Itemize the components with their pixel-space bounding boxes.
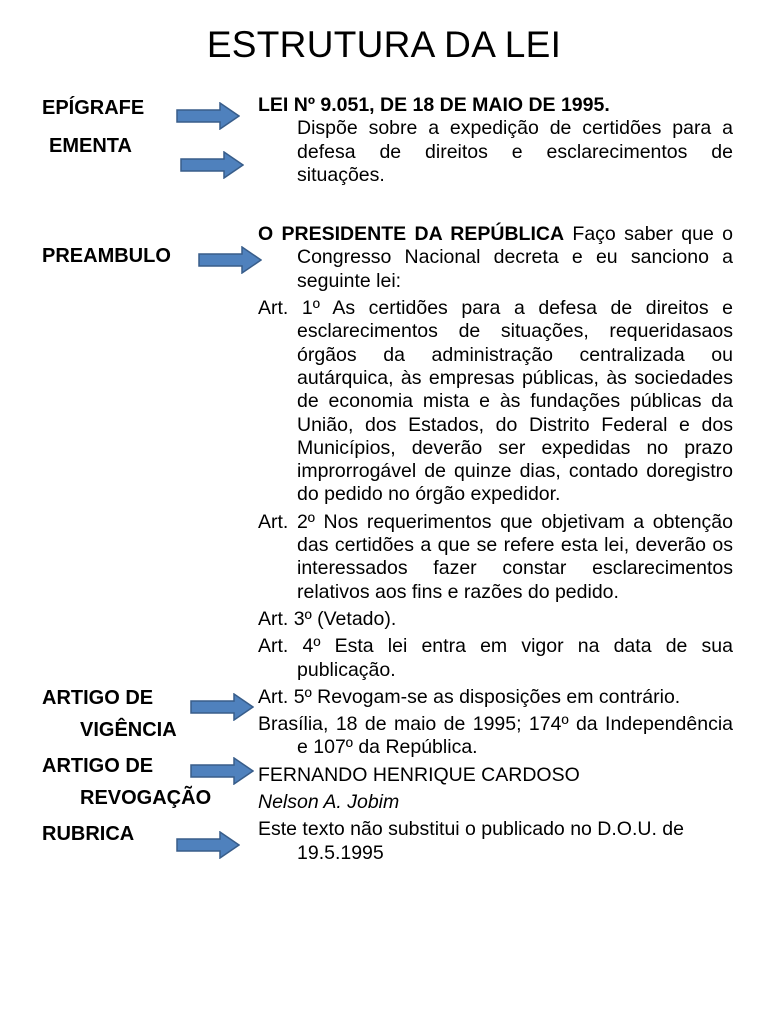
label-preambulo: PREAMBULO bbox=[42, 245, 171, 267]
label-artigo-vigencia-line2: VIGÊNCIA bbox=[80, 719, 177, 741]
right-arrow-icon bbox=[198, 246, 262, 274]
right-arrow-icon bbox=[190, 693, 254, 721]
label-ementa: EMENTA bbox=[49, 135, 132, 157]
preamble-rest: Faço saber que o Congresso Nacional decreta e eu sanciono a seguinte lei: bbox=[297, 223, 733, 292]
law-cosigner: Nelson A. Jobim bbox=[258, 791, 400, 814]
law-text bbox=[258, 94, 733, 865]
label-epigrafe: EPÍGRAFE bbox=[42, 97, 145, 119]
preamble-bold: O PRESIDENTE DA REPÚBLICA bbox=[258, 223, 565, 246]
law-art4: Art. 4º Esta lei entra em vigor na data de sua publicação. bbox=[258, 635, 733, 681]
label-rubrica: RUBRICA bbox=[42, 823, 135, 845]
right-arrow-icon bbox=[180, 151, 244, 179]
label-artigo-revogacao-line2: REVOGAÇÃO bbox=[80, 787, 212, 809]
law-art5: Art. 5º Revogam-se as disposições em contrário. bbox=[258, 685, 681, 708]
law-heading: LEI Nº 9.051, DE 18 DE MAIO DE 1995. bbox=[258, 94, 610, 116]
law-ementa: Dispõe sobre a expedição de certidões para a defesa de direitos e esclarecimentos de situações. bbox=[297, 117, 733, 186]
page-title: ESTRUTURA DA LEI bbox=[206, 24, 562, 65]
label-artigo-revogacao-line1: ARTIGO DE bbox=[42, 755, 154, 777]
law-preamble bbox=[258, 223, 733, 293]
right-arrow-icon bbox=[190, 757, 254, 785]
law-art2: Art. 2º Nos requerimentos que objetivam a obtenção das certidões a que se refere esta lei, deverão os interessados fazer constar esclarecimentos relativos aos fins e razões do pedido. bbox=[258, 510, 733, 603]
law-signer: FERNANDO HENRIQUE CARDOSO bbox=[258, 763, 580, 786]
law-art3: Art. 3º (Vetado). bbox=[258, 607, 397, 630]
law-note: Este texto não substitui o publicado no D.O.U. de 19.5.1995 bbox=[258, 818, 685, 864]
right-arrow-icon bbox=[176, 831, 240, 859]
label-artigo-vigencia-line1: ARTIGO DE bbox=[42, 687, 154, 709]
label-artigo-revogacao bbox=[42, 750, 211, 814]
law-place-date: Brasília, 18 de maio de 1995; 174º da Independência e 107º da República. bbox=[258, 713, 733, 759]
label-artigo-vigencia bbox=[42, 682, 177, 746]
right-arrow-icon bbox=[176, 102, 240, 130]
law-art1: Art. 1º As certidões para a defesa de direitos e esclarecimentos de situações, requeridasaos órgãos da administração centralizada ou autárquica, às empresas públicas, às sociedades de economia mista e às fundações públicas da União, dos Estados, do Distrito Federal e dos Municípios, deverão ser expedidas no prazo improrrogável de quinze dias, contado doregistro do pedido no órgão expedidor. bbox=[258, 297, 733, 506]
